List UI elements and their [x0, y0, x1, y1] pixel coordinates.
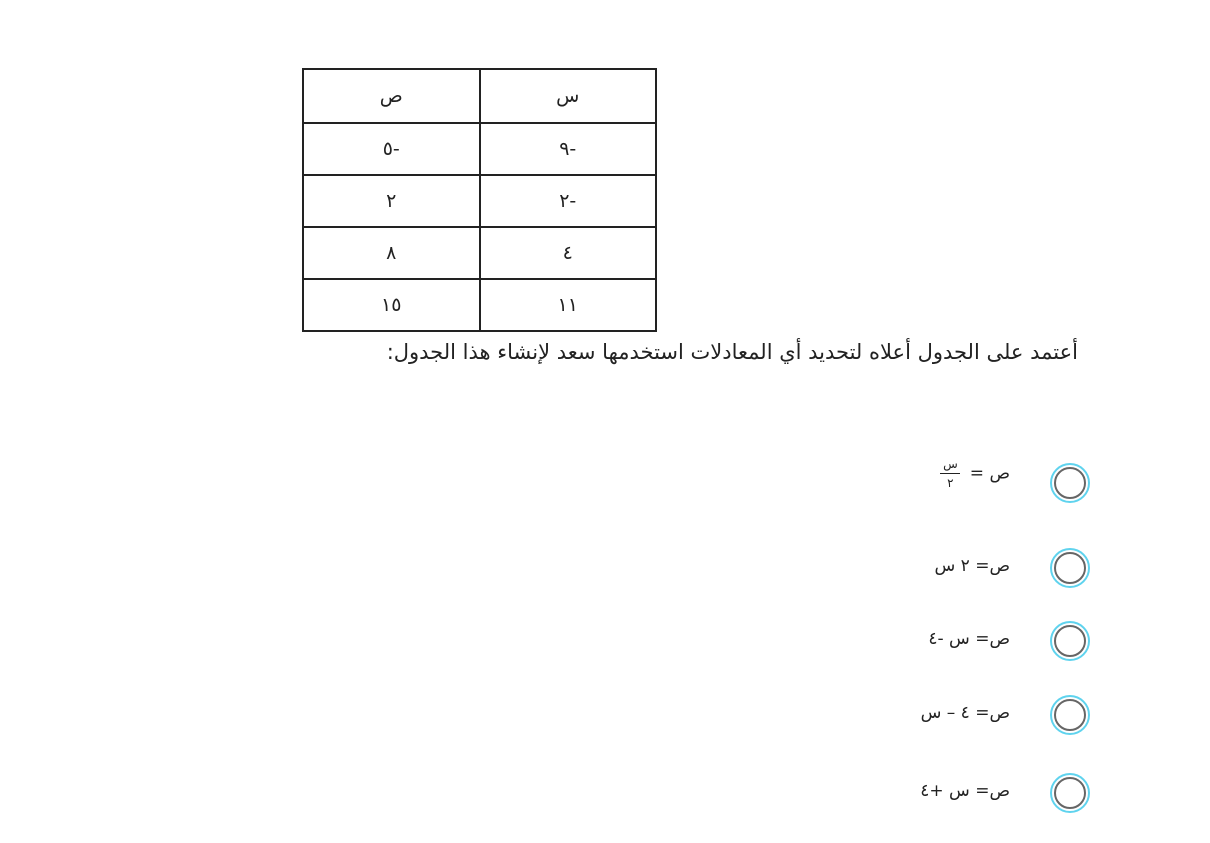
table-row — [303, 175, 656, 227]
option-lhs: ص = — [969, 463, 1010, 484]
cell-x: -٢ — [480, 175, 657, 227]
question-text: أعتمد على الجدول أعلاه لتحديد أي المعادلات استخدمها سعد لإنشاء هذا الجدول: — [386, 340, 1078, 364]
option-label: ص= س +٤ — [920, 781, 1010, 801]
denominator: ٢ — [947, 476, 954, 490]
cell-y: -٥ — [303, 123, 480, 175]
numerator: س — [943, 457, 958, 471]
table-header-row — [303, 69, 656, 123]
option-5[interactable] — [880, 773, 1115, 817]
radio-button[interactable] — [1050, 773, 1090, 813]
option-4[interactable] — [880, 695, 1115, 739]
cell-x: -٩ — [480, 123, 657, 175]
radio-button[interactable] — [1050, 463, 1090, 503]
option-label: ص= ٤ – س — [920, 703, 1010, 723]
table-row — [303, 123, 656, 175]
option-label: ص= ٢ س — [934, 556, 1010, 576]
cell-y: ٢ — [303, 175, 480, 227]
cell-x: ١١ — [480, 279, 657, 331]
option-2[interactable] — [880, 548, 1115, 592]
radio-button[interactable] — [1050, 695, 1090, 735]
option-1[interactable] — [880, 457, 1115, 507]
header-x: س — [480, 69, 657, 123]
option-3[interactable] — [880, 621, 1115, 665]
header-y: ص — [303, 69, 480, 123]
fraction — [940, 457, 960, 490]
option-label — [940, 457, 1010, 490]
radio-button[interactable] — [1050, 548, 1090, 588]
values-table — [302, 68, 657, 332]
cell-y: ٨ — [303, 227, 480, 279]
option-label: ص= س -٤ — [928, 629, 1010, 649]
table-row — [303, 227, 656, 279]
radio-button[interactable] — [1050, 621, 1090, 661]
table-row — [303, 279, 656, 331]
cell-y: ١٥ — [303, 279, 480, 331]
cell-x: ٤ — [480, 227, 657, 279]
fraction-bar — [940, 473, 960, 474]
